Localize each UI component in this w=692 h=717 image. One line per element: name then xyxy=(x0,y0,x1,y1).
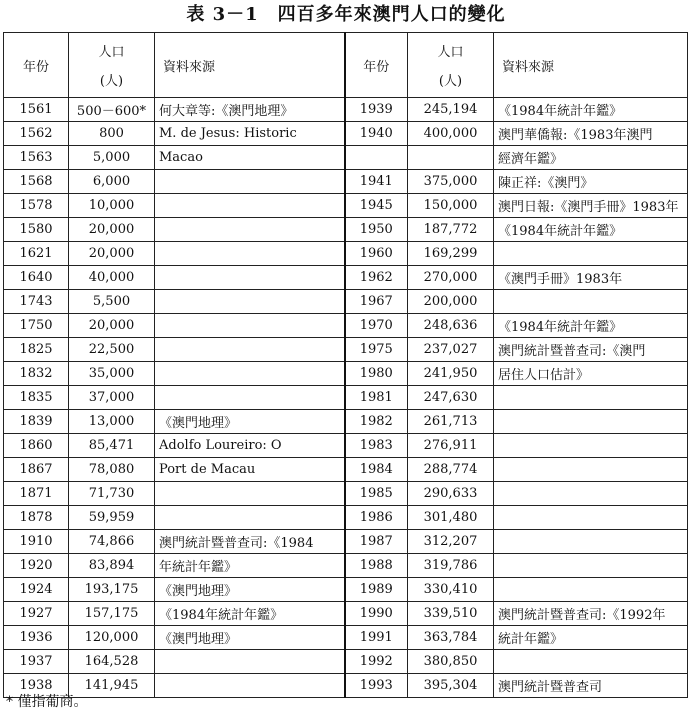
population-cell: 288,774 xyxy=(408,458,494,482)
year-cell: 1945 xyxy=(345,194,408,218)
year-cell: 1640 xyxy=(4,266,69,290)
year-cell: 1621 xyxy=(4,242,69,266)
population-cell: 330,410 xyxy=(408,578,494,602)
population-cell: 20,000 xyxy=(69,218,155,242)
source-cell: Adolfo Loureiro: O xyxy=(155,434,345,458)
population-cell: 247,630 xyxy=(408,386,494,410)
table-row xyxy=(4,602,688,626)
table-row xyxy=(4,386,688,410)
population-cell: 59,959 xyxy=(69,506,155,530)
population-cell: 400,000 xyxy=(408,122,494,146)
table-row xyxy=(4,434,688,458)
source-cell xyxy=(155,506,345,530)
source-cell: 居住人口估計》 xyxy=(494,362,688,386)
source-header: 資料來源 xyxy=(155,33,345,98)
table-row xyxy=(4,170,688,194)
table-row xyxy=(4,578,688,602)
source-cell xyxy=(494,410,688,434)
source-cell xyxy=(494,530,688,554)
year-cell: 1941 xyxy=(345,170,408,194)
source-cell: 《澳門手冊》1983年 xyxy=(494,266,688,290)
year-cell: 1871 xyxy=(4,482,69,506)
population-cell: 261,713 xyxy=(408,410,494,434)
source-cell xyxy=(155,362,345,386)
population-cell: 319,786 xyxy=(408,554,494,578)
year-cell: 1970 xyxy=(345,314,408,338)
source-cell: 《澳門地理》 xyxy=(155,626,345,650)
population-cell: 164,528 xyxy=(69,650,155,674)
table-row xyxy=(4,266,688,290)
population-cell: 40,000 xyxy=(69,266,155,290)
population-cell: 193,175 xyxy=(69,578,155,602)
year-cell: 1750 xyxy=(4,314,69,338)
population-cell: 169,299 xyxy=(408,242,494,266)
year-cell: 1878 xyxy=(4,506,69,530)
year-header-2: 年份 xyxy=(345,33,408,98)
year-cell: 1578 xyxy=(4,194,69,218)
table-row xyxy=(4,218,688,242)
year-cell: 1960 xyxy=(345,242,408,266)
population-cell: 339,510 xyxy=(408,602,494,626)
source-cell xyxy=(155,386,345,410)
table-row xyxy=(4,506,688,530)
source-cell: Port de Macau xyxy=(155,458,345,482)
population-cell: 13,000 xyxy=(69,410,155,434)
year-cell: 1563 xyxy=(4,146,69,170)
year-cell: 1950 xyxy=(345,218,408,242)
source-cell xyxy=(155,194,345,218)
year-cell: 1990 xyxy=(345,602,408,626)
table-row xyxy=(4,626,688,650)
population-cell: 363,784 xyxy=(408,626,494,650)
year-cell: 1988 xyxy=(345,554,408,578)
year-cell: 1867 xyxy=(4,458,69,482)
year-cell: 1580 xyxy=(4,218,69,242)
table-row xyxy=(4,554,688,578)
year-cell: 1924 xyxy=(4,578,69,602)
population-cell: 150,000 xyxy=(408,194,494,218)
population-cell: 20,000 xyxy=(69,242,155,266)
table-row xyxy=(4,314,688,338)
source-cell: 澳門統計暨普查司:《1992年 xyxy=(494,602,688,626)
source-cell xyxy=(155,674,345,698)
source-cell: 《澳門地理》 xyxy=(155,578,345,602)
year-cell: 1940 xyxy=(345,122,408,146)
population-cell: 395,304 xyxy=(408,674,494,698)
table-body xyxy=(4,98,688,698)
year-cell: 1985 xyxy=(345,482,408,506)
year-header: 年份 xyxy=(4,33,69,98)
table-row xyxy=(4,410,688,434)
population-cell: 141,945 xyxy=(69,674,155,698)
table-row xyxy=(4,98,688,122)
source-cell: 經濟年鑑》 xyxy=(494,146,688,170)
year-cell: 1962 xyxy=(345,266,408,290)
source-cell: 《1984年統計年鑑》 xyxy=(494,314,688,338)
year-cell: 1980 xyxy=(345,362,408,386)
source-cell xyxy=(494,290,688,314)
source-cell: 《1984年統計年鑑》 xyxy=(155,602,345,626)
source-header-2: 資料來源 xyxy=(494,33,688,98)
table-row xyxy=(4,362,688,386)
table-row xyxy=(4,650,688,674)
population-cell: 120,000 xyxy=(69,626,155,650)
population-cell: 312,207 xyxy=(408,530,494,554)
year-cell: 1562 xyxy=(4,122,69,146)
population-cell: 380,850 xyxy=(408,650,494,674)
population-cell: 20,000 xyxy=(69,314,155,338)
source-cell: M. de Jesus: Historic xyxy=(155,122,345,146)
year-cell: 1983 xyxy=(345,434,408,458)
source-cell: 統計年鑑》 xyxy=(494,626,688,650)
source-cell xyxy=(155,650,345,674)
source-cell: 《1984年統計年鑑》 xyxy=(494,218,688,242)
source-cell xyxy=(494,482,688,506)
table-row xyxy=(4,290,688,314)
source-cell xyxy=(494,242,688,266)
population-header-label: 人口 xyxy=(98,45,125,60)
population-header-unit-2: (人) xyxy=(438,74,463,89)
population-cell: 800 xyxy=(69,122,155,146)
population-cell: 375,000 xyxy=(408,170,494,194)
source-cell: 何大章等:《澳門地理》 xyxy=(155,98,345,122)
population-header xyxy=(69,33,155,98)
population-header-label-2: 人口 xyxy=(437,45,464,60)
year-cell: 1981 xyxy=(345,386,408,410)
population-cell: 83,894 xyxy=(69,554,155,578)
population-cell: 500－600* xyxy=(69,98,155,122)
population-header-unit: (人) xyxy=(99,74,124,89)
year-cell: 1937 xyxy=(4,650,69,674)
population-cell: 74,866 xyxy=(69,530,155,554)
year-cell: 1992 xyxy=(345,650,408,674)
source-cell xyxy=(155,482,345,506)
source-cell: 澳門統計暨普查司 xyxy=(494,674,688,698)
source-cell xyxy=(494,650,688,674)
population-cell: 5,500 xyxy=(69,290,155,314)
table-row xyxy=(4,122,688,146)
population-cell: 85,471 xyxy=(69,434,155,458)
population-cell: 200,000 xyxy=(408,290,494,314)
year-cell: 1939 xyxy=(345,98,408,122)
year-cell: 1936 xyxy=(4,626,69,650)
population-cell: 276,911 xyxy=(408,434,494,458)
table-row xyxy=(4,674,688,698)
year-cell: 1991 xyxy=(345,626,408,650)
population-cell xyxy=(408,146,494,170)
year-cell: 1986 xyxy=(345,506,408,530)
table-row xyxy=(4,458,688,482)
source-cell: 澳門統計暨普查司:《澳門 xyxy=(494,338,688,362)
table-row xyxy=(4,338,688,362)
table-row xyxy=(4,482,688,506)
year-cell: 1743 xyxy=(4,290,69,314)
table-title: 表 3－1 四百多年來澳門人口的變化 xyxy=(186,4,506,25)
population-cell: 5,000 xyxy=(69,146,155,170)
footnote: * 僅指葡商。 xyxy=(6,694,88,710)
source-cell xyxy=(494,458,688,482)
source-cell: 澳門統計暨普查司:《1984 xyxy=(155,530,345,554)
source-cell xyxy=(155,338,345,362)
year-cell: 1927 xyxy=(4,602,69,626)
source-cell: 《1984年統計年鑑》 xyxy=(494,98,688,122)
source-cell: 年統計年鑑》 xyxy=(155,554,345,578)
year-cell xyxy=(345,146,408,170)
year-cell: 1839 xyxy=(4,410,69,434)
table-row xyxy=(4,146,688,170)
population-cell: 237,027 xyxy=(408,338,494,362)
source-cell xyxy=(155,170,345,194)
population-cell: 6,000 xyxy=(69,170,155,194)
year-cell: 1993 xyxy=(345,674,408,698)
source-cell: 陳正祥:《澳門》 xyxy=(494,170,688,194)
source-cell xyxy=(494,386,688,410)
population-cell: 290,633 xyxy=(408,482,494,506)
year-cell: 1920 xyxy=(4,554,69,578)
source-cell xyxy=(494,578,688,602)
year-cell: 1568 xyxy=(4,170,69,194)
year-cell: 1989 xyxy=(345,578,408,602)
source-cell xyxy=(155,266,345,290)
population-cell: 241,950 xyxy=(408,362,494,386)
source-cell: Macao xyxy=(155,146,345,170)
source-cell xyxy=(494,554,688,578)
source-cell: 澳門華僑報:《1983年澳門 xyxy=(494,122,688,146)
year-cell: 1938 xyxy=(4,674,69,698)
source-cell xyxy=(155,290,345,314)
population-cell: 22,500 xyxy=(69,338,155,362)
year-cell: 1561 xyxy=(4,98,69,122)
table-row xyxy=(4,530,688,554)
population-cell: 245,194 xyxy=(408,98,494,122)
population-table xyxy=(3,32,688,698)
year-cell: 1825 xyxy=(4,338,69,362)
table-row xyxy=(4,242,688,266)
year-cell: 1987 xyxy=(345,530,408,554)
year-cell: 1982 xyxy=(345,410,408,434)
population-cell: 301,480 xyxy=(408,506,494,530)
year-cell: 1832 xyxy=(4,362,69,386)
population-cell: 157,175 xyxy=(69,602,155,626)
source-cell: 《澳門地理》 xyxy=(155,410,345,434)
year-cell: 1967 xyxy=(345,290,408,314)
table-row xyxy=(4,194,688,218)
source-cell xyxy=(155,218,345,242)
population-cell: 187,772 xyxy=(408,218,494,242)
population-cell: 78,080 xyxy=(69,458,155,482)
population-header-2 xyxy=(408,33,494,98)
source-cell: 澳門日報:《澳門手冊》1983年 xyxy=(494,194,688,218)
population-cell: 10,000 xyxy=(69,194,155,218)
population-cell: 37,000 xyxy=(69,386,155,410)
year-cell: 1860 xyxy=(4,434,69,458)
source-cell xyxy=(494,434,688,458)
year-cell: 1835 xyxy=(4,386,69,410)
year-cell: 1910 xyxy=(4,530,69,554)
year-cell: 1975 xyxy=(345,338,408,362)
population-cell: 35,000 xyxy=(69,362,155,386)
year-cell: 1984 xyxy=(345,458,408,482)
population-cell: 71,730 xyxy=(69,482,155,506)
source-cell xyxy=(494,506,688,530)
population-cell: 248,636 xyxy=(408,314,494,338)
source-cell xyxy=(155,314,345,338)
source-cell xyxy=(155,242,345,266)
header-row xyxy=(4,33,688,98)
population-cell: 270,000 xyxy=(408,266,494,290)
